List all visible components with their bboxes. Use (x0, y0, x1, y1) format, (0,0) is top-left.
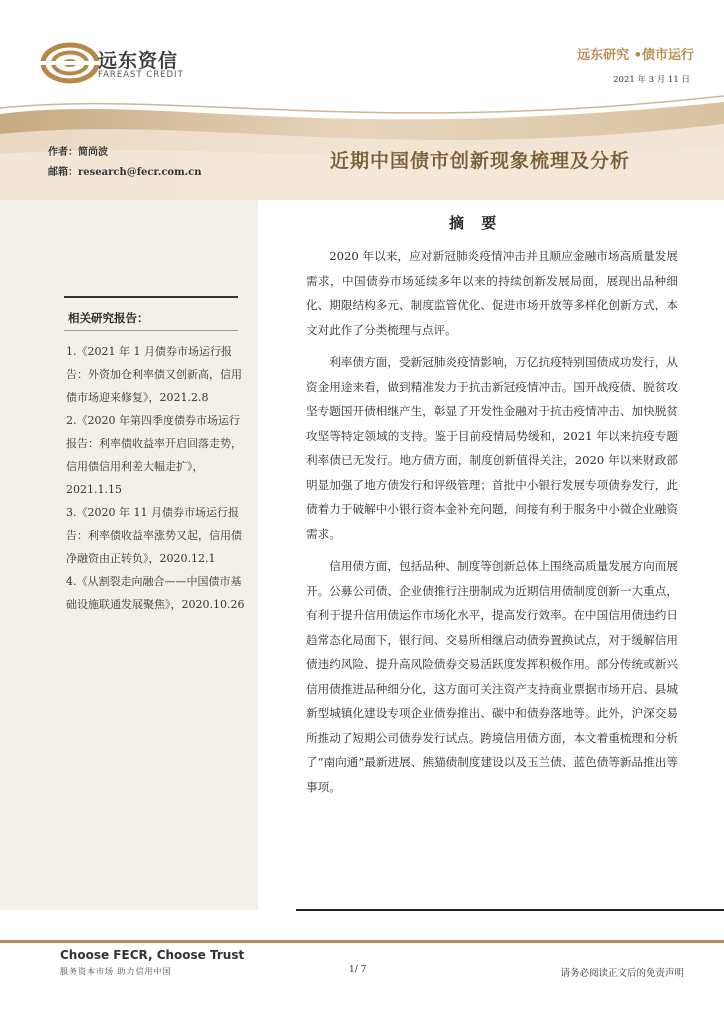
footer-disclaimer: 请务必阅读正文后的免责声明 (560, 968, 684, 979)
summary-title: 摘 要 (449, 214, 503, 232)
brand-name-cn: 远东资信 (98, 50, 179, 72)
footer-divider (0, 940, 724, 943)
brand-name-en: FAREAST CREDIT (98, 70, 184, 80)
related-report-item: 4.《从割裂走向融合——中国债市基础设施联通发展聚焦》，2020.10.26 (66, 575, 245, 611)
related-reports-list (66, 340, 246, 616)
divider (64, 296, 238, 298)
related-report-item: 2.《2020 年第四季度债券市场运行报告：利率债收益率开启回落走势，信用债信用利差大幅走扩》，2021.1.15 (66, 414, 242, 496)
author: 作者：简尚波 (48, 147, 108, 158)
related-report-item: 1.《2021 年 1 月债券市场运行报告：外资加仓利率债又创新高，信用债市场迎来修复》，2021.2.8 (66, 345, 242, 404)
footer-slogan: Choose FECR, Choose Trust (60, 948, 245, 962)
related-reports-title: 相关研究报告： (68, 311, 149, 325)
summary-paragraph: 2020 年以来，应对新冠肺炎疫情冲击并且顺应金融市场高质量发展需求，中国债券市场延续多年以来的持续创新发展局面，展现出品种细化、期限结构多元、制度监管优化、促进市场开放等多样化创新方式，本文对此作了分类梳理与点评。 (306, 249, 678, 337)
footer-subslogan: 服务资本市场 助力信用中国 (60, 967, 172, 976)
fecr-logo-icon (40, 42, 100, 84)
report-title: 近期中国债市创新现象梳理及分析 (330, 150, 631, 172)
report-series: 远东研究 •债市运行 (577, 48, 694, 63)
summary-paragraph: 利率债方面，受新冠肺炎疫情影响，万亿抗疫特别国债成功发行，从资金用途来看，做到精准发力于抗击新冠疫情冲击。国开战疫债、脱贫攻坚专题国开债相继产生，彰显了开发性金融对于抗击疫情冲击、加快脱贫攻坚等特定领域的支持。鉴于目前疫情局势缓和，2021 年以来抗疫专题利率债已无发行。地方债方面，制度创新值得关注，2020 年以来财政部明显加强了地方债发行和评级管理；首批中小银行发展专项债券发行，此债着力于破解中小银行资本金补充问题，间接有利于服务中小微企业融资需求。 (306, 355, 678, 541)
header-banner (0, 84, 724, 200)
report-date: 2021 年 3 月 11 日 (613, 75, 690, 85)
summary-paragraph: 信用债方面，包括品种、制度等创新总体上围绕高质量发展方向而展开。公募公司债、企业债推行注册制成为近期信用债制度创新一大重点，有利于提升信用债运作市场化水平，提高发行效率。在中国信用债违约日趋常态化局面下，银行间、交易所相继启动债券置换试点，对于缓解信用债违约风险、提升高风险债券交易活跃度发挥积极作用。部分传统或新兴信用债推进品种细分化，这方面可关注资产支持商业票据市场开启、县城新型城镇化建设专项企业债券推出、碳中和债券落地等。此外，沪深交易所推动了短期公司债券发行试点。跨境信用债方面，本文着重梳理和分析了“南向通”最新进展、熊猫债制度建设以及玉兰债、蓝色债等新品推出等事项。 (306, 559, 678, 794)
related-report-item: 3.《2020 年 11 月债券市场运行报告：利率债收益率涨势又起，信用债净融资由正转负》，2020.12.1 (66, 506, 242, 565)
divider (64, 330, 238, 331)
divider (296, 909, 724, 911)
summary-body (306, 244, 678, 807)
author-email: 邮箱：research@fecr.com.cn (48, 167, 202, 178)
page-number: 1/ 7 (349, 965, 367, 975)
